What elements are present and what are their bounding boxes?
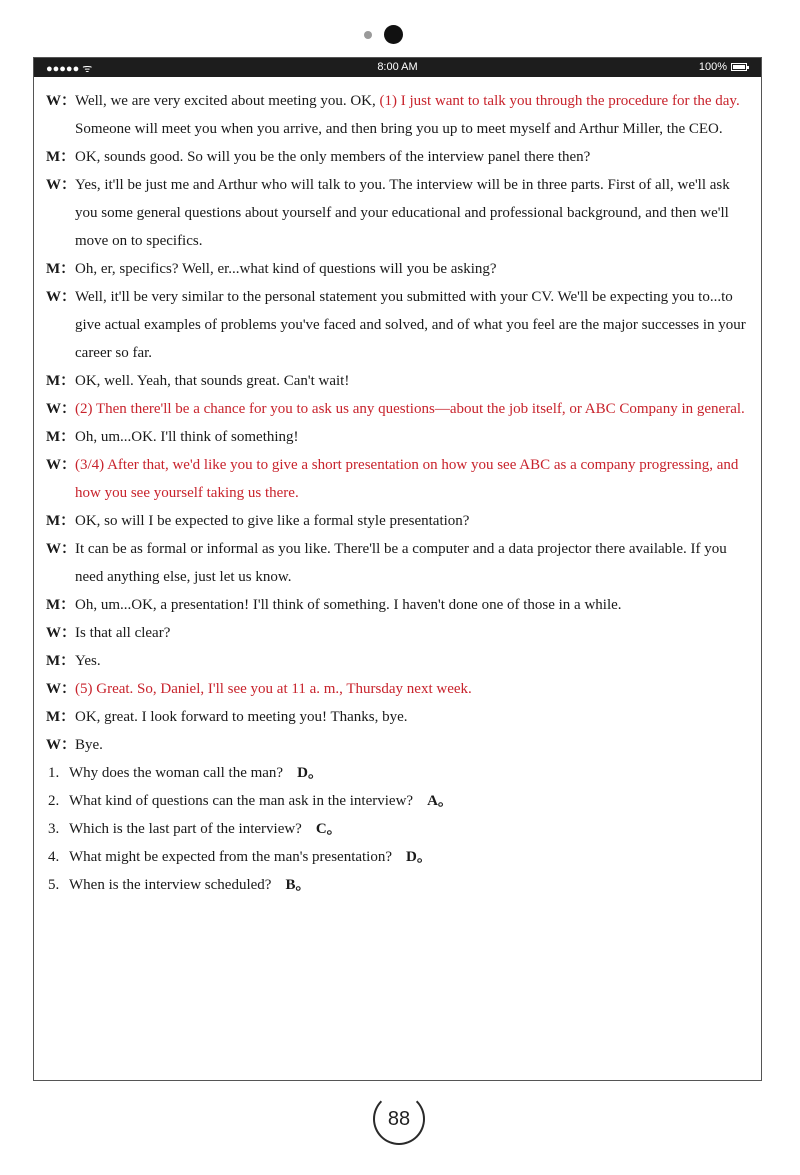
dialogue-text: Well, it'll be very similar to the personal statement you submitted with your CV. We'll be expecting you to...to give actual examples of problems you've faced and solved, and of what you feel are the major successes in your career so far. [75,289,746,361]
question-number: 5. [48,877,60,893]
dialogue-line [46,395,746,423]
page-number: 88 [373,1093,425,1145]
dialogue-list [46,87,746,759]
dialogue-line [46,87,746,143]
dialogue-text: It can be as formal or informal as you like. There'll be a computer and a data projector there available. If you need anything else, just let us know. [75,541,727,585]
speaker-label: W： [46,177,77,193]
dialogue-text: Yes. [75,653,101,669]
question-answer: D。 [297,765,323,781]
question-text: What kind of questions can the man ask in the interview? [69,793,414,809]
question-answer: B。 [285,877,311,893]
dialogue-text: Yes, it'll be just me and Arthur who will talk to you. The interview will be in three parts. First of all, we'll ask you some general questions about yourself and your educational and professional background, and then we'll move on to specifics. [75,177,730,249]
question-item [46,843,746,871]
question-answer: C。 [315,821,342,837]
battery-percent: 100% [698,61,727,73]
question-text: Why does the woman call the man? [69,765,284,781]
speaker-label: W： [46,401,77,417]
speaker-label: M： [46,373,76,389]
status-bar [34,58,761,77]
speaker-label: W： [46,681,77,697]
dialogue-text: OK, great. I look forward to meeting you! Thanks, bye. [75,709,408,725]
speaker-label: M： [46,261,76,277]
speaker-label: M： [46,429,76,445]
speaker-label: W： [46,289,77,305]
dialogue-line [46,423,746,451]
dialogue-text: OK, sounds good. So will you be the only members of the interview panel there then? [75,149,591,165]
speaker-label: M： [46,709,76,725]
speaker-label: M： [46,653,76,669]
dialogue-text: OK, well. Yeah, that sounds great. Can't wait! [75,373,350,389]
speaker-label: W： [46,625,77,641]
dialogue-line [46,451,746,507]
speaker-label: W： [46,93,77,109]
highlighted-answer-text: (5) Great. So, Daniel, I'll see you at 11 a. m., Thursday next week. [75,681,472,697]
question-item [46,815,746,843]
camera-sensor-dot [364,31,372,39]
dialogue-line [46,255,746,283]
question-text: Which is the last part of the interview? [69,821,302,837]
question-number: 4. [48,849,60,865]
dialogue-line [46,675,746,703]
battery-icon [731,63,747,71]
tablet-screen [33,57,762,1081]
dialogue-text: Oh, er, specifics? Well, er...what kind of questions will you be asking? [75,261,497,277]
dialogue-text: Oh, um...OK. I'll think of something! [75,429,299,445]
speaker-label: M： [46,149,76,165]
speaker-label: M： [46,597,76,613]
speaker-label: W： [46,541,77,557]
dialogue-line [46,171,746,255]
question-number: 1. [48,765,60,781]
camera-lens [384,25,403,44]
dialogue-text: Well, we are very excited about meeting you. OK, [75,93,380,109]
question-item [46,759,746,787]
dialogue-line [46,535,746,591]
signal-wifi-icon: ●●●●● ᯤ [46,63,93,75]
status-time: 8:00 AM [377,61,418,73]
dialogue-line [46,591,746,619]
dialogue-text: Oh, um...OK, a presentation! I'll think of something. I haven't done one of those in a while. [75,597,622,613]
question-number: 2. [48,793,60,809]
speaker-label: M： [46,513,76,529]
speaker-label: W： [46,737,77,753]
dialogue-line [46,619,746,647]
dialogue-line [46,143,746,171]
dialogue-line [46,731,746,759]
dialogue-line [46,647,746,675]
question-text: What might be expected from the man's presentation? [69,849,393,865]
question-text: When is the interview scheduled? [69,877,272,893]
dialogue-line [46,507,746,535]
question-item [46,871,746,899]
dialogue-line [46,283,746,367]
dialogue-text: Someone will meet you when you arrive, and then bring you up to meet myself and Arthur Miller, the CEO. [75,121,723,137]
highlighted-answer-text: (1) I just want to talk you through the procedure for the day. [379,93,740,109]
question-list [46,759,746,899]
highlighted-answer-text: (3/4) After that, we'd like you to give a short presentation on how you see ABC as a company progressing, and how you see yourself taking us there. [75,457,739,501]
dialogue-line [46,367,746,395]
transcript-content [46,87,746,899]
battery-status [699,61,747,73]
dialogue-text: OK, so will I be expected to give like a formal style presentation? [75,513,470,529]
highlighted-answer-text: (2) Then there'll be a chance for you to ask us any questions—about the job itself, or ABC Company in general. [75,401,745,417]
question-item [46,787,746,815]
question-number: 3. [48,821,60,837]
question-answer: A。 [427,793,453,809]
dialogue-line [46,703,746,731]
device-camera [362,24,402,48]
speaker-label: W： [46,457,77,473]
dialogue-text: Bye. [75,737,103,753]
question-answer: D。 [406,849,432,865]
dialogue-text: Is that all clear? [75,625,171,641]
